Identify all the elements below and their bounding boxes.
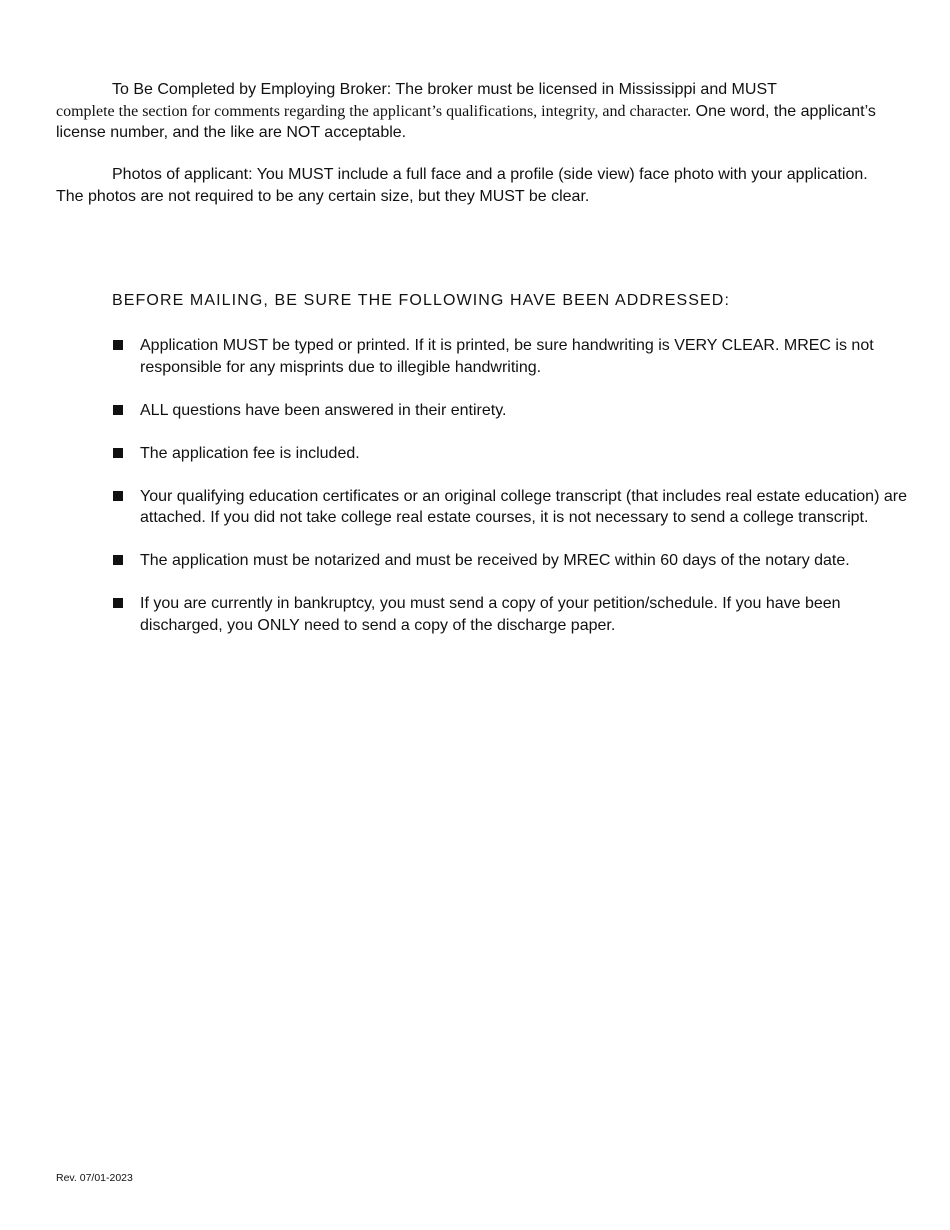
checklist-heading: BEFORE MAILING, BE SURE THE FOLLOWING HAVE BEEN ADDRESSED: xyxy=(112,292,730,309)
photos-lead: Photos of applicant: xyxy=(112,166,253,183)
square-bullet-icon xyxy=(113,448,123,458)
checklist-item xyxy=(112,335,912,378)
employing-broker-instructions xyxy=(56,79,896,144)
employing-broker-text-1: The broker must be licensed in Mississippi and MUST xyxy=(391,81,777,98)
checklist-item-text: Application MUST be typed or printed. If it is printed, be sure handwriting is VERY CLEAR. MREC is not responsible for any misprints due to illegible handwriting. xyxy=(140,337,874,376)
checklist-item-text: The application must be notarized and must be received by MREC within 60 days of the notary date. xyxy=(140,552,850,569)
checklist-item xyxy=(112,486,912,529)
employing-broker-text-2: complete the section for comments regarding the applicant’s qualifications, integrity, and character. xyxy=(56,102,692,120)
square-bullet-icon xyxy=(113,405,123,415)
checklist-item-text: If you are currently in bankruptcy, you must send a copy of your petition/schedule. If you have been discharged, you ONLY need to send a copy of the discharge paper. xyxy=(140,595,841,634)
photos-text: You MUST include a full face and a profile (side view) face photo with your application. The photos are not required to be any certain size, but they MUST be clear. xyxy=(56,166,868,205)
employing-broker-text-3: One word, the applicant’s license number, and the like are NOT acceptable. xyxy=(56,102,876,141)
checklist-item xyxy=(112,400,912,422)
checklist-item-text: The application fee is included. xyxy=(140,444,360,462)
photos-instructions xyxy=(56,164,896,207)
checklist xyxy=(112,335,912,658)
revision-footer: Rev. 07/01-2023 xyxy=(56,1172,133,1184)
square-bullet-icon xyxy=(113,555,123,565)
square-bullet-icon xyxy=(113,598,123,608)
checklist-item xyxy=(112,550,912,572)
checklist-item-text: Your qualifying education certificates or an original college transcript (that includes real estate education) are attached. If you did not take college real estate courses, it is not necessary to send a college transcript. xyxy=(140,487,907,526)
checklist-item-text: ALL questions have been answered in their entirety. xyxy=(140,401,507,419)
square-bullet-icon xyxy=(113,340,123,350)
square-bullet-icon xyxy=(113,491,123,501)
employing-broker-lead: To Be Completed by Employing Broker: xyxy=(112,81,392,98)
checklist-item xyxy=(112,593,912,636)
checklist-item xyxy=(112,443,912,465)
